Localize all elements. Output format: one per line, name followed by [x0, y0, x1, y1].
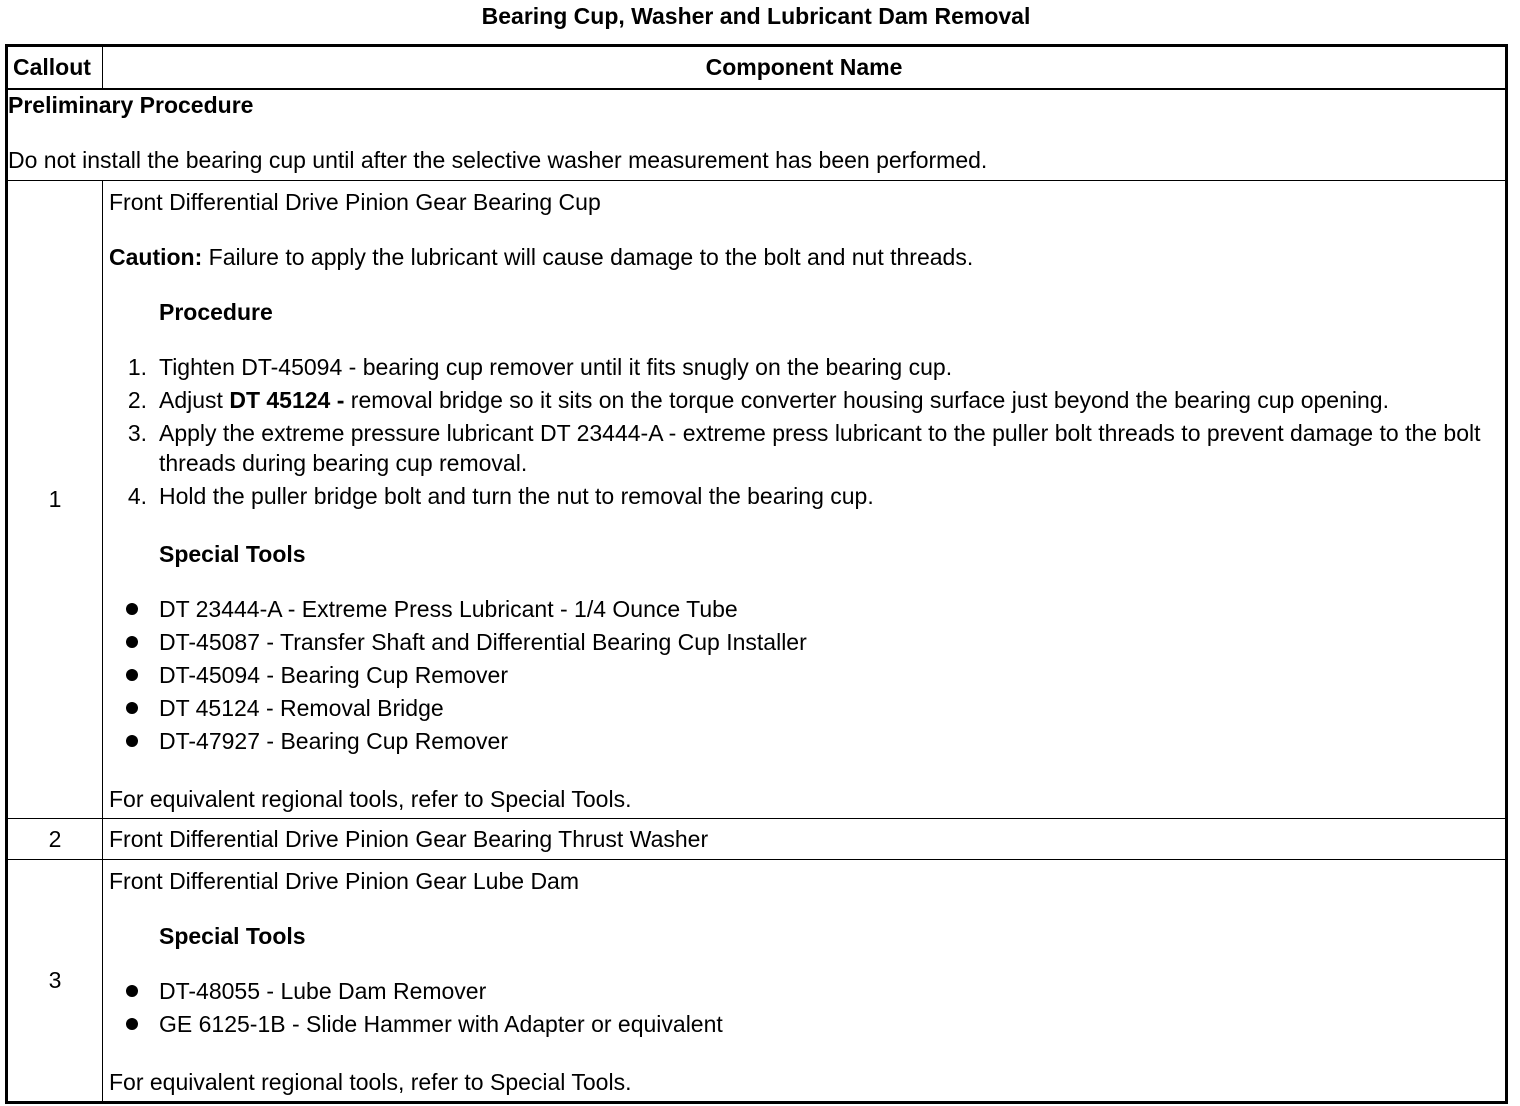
bullet-icon [109, 1009, 159, 1039]
bullet-icon [109, 594, 159, 624]
callout-number: 2 [7, 819, 103, 860]
caution-label: Caution: [109, 244, 203, 270]
page-title: Bearing Cup, Washer and Lubricant Dam Removal [481, 3, 1031, 29]
bullet-icon [109, 627, 159, 657]
table-row [7, 860, 1507, 1103]
tool-text: GE 6125-1B - Slide Hammer with Adapter or equivalent [159, 1011, 723, 1037]
tool-item [109, 726, 1495, 756]
step-number: 3. [127, 420, 147, 446]
step-text-post: removal bridge so it sits on the torque converter housing surface just beyond the bearing cup opening. [344, 387, 1389, 413]
tool-text: DT 23444-A - Extreme Press Lubricant - 1/4 Ounce Tube [159, 596, 738, 622]
caution-text: Failure to apply the lubricant will cause damage to the bolt and nut threads. [202, 244, 974, 270]
step-tool-ref: DT 45124 - [229, 387, 345, 413]
tool-item [109, 594, 1495, 624]
table-header-row [7, 46, 1507, 90]
tool-item [109, 1009, 1495, 1039]
procedure-step [109, 481, 1495, 511]
regional-tools-note: For equivalent regional tools, refer to Special Tools. [109, 1069, 632, 1095]
procedure-steps [109, 352, 1495, 511]
preliminary-cell [7, 89, 1507, 181]
special-tools-list [109, 976, 1495, 1039]
tool-text: DT-47927 - Bearing Cup Remover [159, 728, 508, 754]
component-name-column-header: Component Name [103, 46, 1507, 90]
preliminary-text: Do not install the bearing cup until after the selective washer measurement has been performed. [8, 147, 988, 173]
procedure-heading: Procedure [159, 299, 273, 325]
procedure-step [109, 385, 1495, 415]
special-tools-heading: Special Tools [159, 923, 306, 949]
step-number: 1. [127, 354, 147, 380]
special-tools-heading: Special Tools [159, 541, 306, 567]
procedure-step [109, 352, 1495, 382]
preliminary-heading: Preliminary Procedure [8, 92, 254, 118]
tool-text: DT-48055 - Lube Dam Remover [159, 978, 487, 1004]
step-number: 2. [127, 387, 147, 413]
tool-item [109, 660, 1495, 690]
caution-note [109, 242, 1495, 272]
tool-text: DT 45124 - Removal Bridge [159, 695, 444, 721]
bullet-icon [109, 660, 159, 690]
tool-text: DT-45087 - Transfer Shaft and Differential Bearing Cup Installer [159, 629, 807, 655]
callout-column-header: Callout [7, 46, 103, 90]
bullet-icon [109, 726, 159, 756]
callout-number: 1 [7, 181, 103, 819]
preliminary-row [7, 89, 1507, 181]
step-text [159, 385, 1495, 415]
step-text-pre: Adjust [159, 387, 230, 413]
special-tools-list [109, 594, 1495, 756]
step-text: Apply the extreme pressure lubricant DT 23444-A - extreme press lubricant to the puller bolt threads to prevent damage to the bolt threads during bearing cup removal. [159, 420, 1481, 476]
component-name: Front Differential Drive Pinion Gear Bearing Thrust Washer [109, 826, 709, 852]
step-number: 4. [127, 483, 147, 509]
bullet-icon [109, 976, 159, 1006]
regional-tools-note: For equivalent regional tools, refer to Special Tools. [109, 786, 632, 812]
table-row [7, 819, 1507, 860]
table-row [7, 181, 1507, 819]
bullet-icon [109, 693, 159, 723]
callout-number: 3 [7, 860, 103, 1103]
component-cell [103, 181, 1507, 819]
component-name: Front Differential Drive Pinion Gear Bearing Cup [109, 189, 601, 215]
tool-item [109, 976, 1495, 1006]
procedure-step [109, 418, 1495, 478]
tool-item [109, 627, 1495, 657]
tool-item [109, 693, 1495, 723]
step-text: Tighten DT-45094 - bearing cup remover until it fits snugly on the bearing cup. [159, 354, 953, 380]
tool-text: DT-45094 - Bearing Cup Remover [159, 662, 508, 688]
component-cell [103, 860, 1507, 1103]
step-text: Hold the puller bridge bolt and turn the nut to removal the bearing cup. [159, 483, 874, 509]
callout-table [5, 44, 1508, 1104]
component-name: Front Differential Drive Pinion Gear Lube Dam [109, 868, 580, 894]
component-cell [103, 819, 1507, 860]
